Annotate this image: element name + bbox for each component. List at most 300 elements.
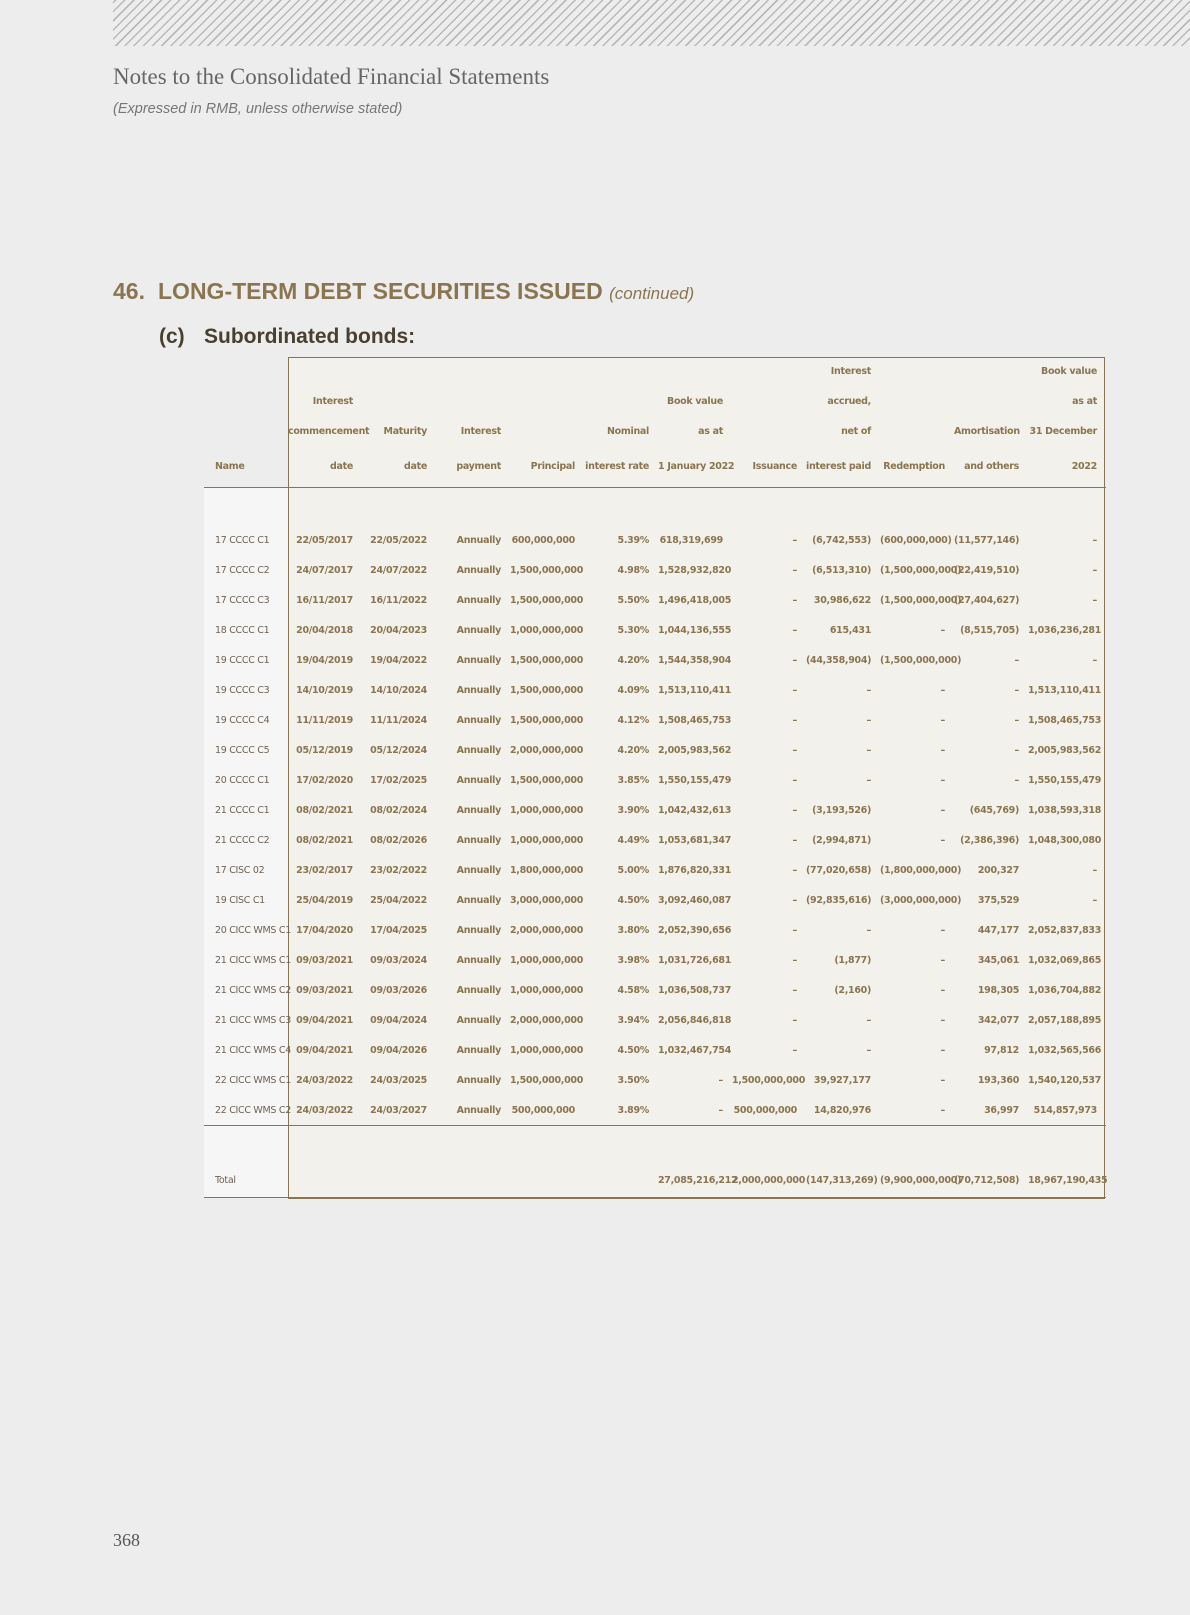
total-cell: (9,900,000,000) <box>880 1175 962 1186</box>
table-row <box>204 585 1106 615</box>
table-cell: 39,927,177 <box>813 1074 871 1086</box>
table-cell: 2,056,846,818 <box>658 1014 732 1026</box>
table-cell: 1,544,358,904 <box>658 654 732 666</box>
table-cell: 1,000,000,000 <box>510 624 584 636</box>
table-cell: 5.50% <box>617 594 649 606</box>
table-cell: 2,005,983,562 <box>658 744 732 756</box>
table-cell: (2,160) <box>834 984 871 996</box>
table-cell: – <box>866 774 871 786</box>
table-cell: 1,000,000,000 <box>510 1044 584 1056</box>
table-header-cell: Nominal <box>607 426 649 437</box>
table-cell: 09/03/2026 <box>370 984 427 996</box>
table-header-cell <box>436 357 510 387</box>
table-header-cell: payment <box>456 461 501 472</box>
table-cell: 1,042,432,613 <box>658 804 732 816</box>
table-cell: 345,061 <box>977 954 1019 966</box>
table-cell: Annually <box>456 1104 501 1116</box>
table-header-cell <box>584 387 658 417</box>
table-cell: – <box>866 744 871 756</box>
table-cell: 3.89% <box>617 1104 649 1116</box>
table-cell: 22/05/2022 <box>370 534 427 546</box>
table-cell: 24/03/2022 <box>296 1104 353 1116</box>
table-cell: (77,020,658) <box>806 864 872 876</box>
table-cell: 500,000,000 <box>733 1104 797 1116</box>
table-cell: 1,032,467,754 <box>658 1044 732 1056</box>
spacer-cell <box>954 1125 1028 1165</box>
table-cell: – <box>792 684 797 696</box>
table-cell: – <box>792 924 797 936</box>
total-cell <box>436 1165 510 1196</box>
bond-name-cell: 17 CISC 02 <box>215 864 265 876</box>
table-cell: 16/11/2017 <box>296 594 353 606</box>
table-cell: 23/02/2022 <box>370 864 427 876</box>
table-cell: 1,500,000,000 <box>510 714 584 726</box>
table-cell: 09/03/2021 <box>296 954 353 966</box>
table-cell: – <box>940 744 945 756</box>
table-cell: 4.12% <box>617 714 649 726</box>
table-cell: – <box>1014 744 1019 756</box>
table-cell: 514,857,973 <box>1033 1104 1097 1116</box>
table-cell: – <box>1014 774 1019 786</box>
subsection-title: Subordinated bonds: <box>204 325 416 348</box>
table-cell: – <box>792 984 797 996</box>
table-cell: 3.50% <box>617 1074 649 1086</box>
table-cell: 14,820,976 <box>813 1104 871 1116</box>
table-cell: Annually <box>456 654 501 666</box>
table-cell: (2,386,396) <box>960 834 1019 846</box>
table-header-cell: 2022 <box>1071 461 1097 472</box>
table-header-cell <box>204 417 288 447</box>
document-title: Notes to the Consolidated Financial Statements <box>113 64 550 89</box>
table-cell: 20/04/2018 <box>296 624 353 636</box>
subordinated-bonds-table-area <box>204 357 1106 1198</box>
table-cell: – <box>940 624 945 636</box>
table-cell: 17/02/2020 <box>296 774 353 786</box>
table-cell: (44,358,904) <box>806 654 872 666</box>
table-cell: (1,500,000,000) <box>880 594 962 606</box>
table-header-cell: 1 January 2022 <box>658 461 735 472</box>
table-cell: 1,550,155,479 <box>658 774 732 786</box>
table-cell: – <box>940 714 945 726</box>
table-header-cell: Interest <box>460 426 501 437</box>
bond-name-cell: 20 CICC WMS C1 <box>215 924 291 936</box>
table-cell: Annually <box>456 714 501 726</box>
table-cell: 1,000,000,000 <box>510 834 584 846</box>
table-cell: 2,000,000,000 <box>510 744 584 756</box>
table-header-cell: and others <box>964 461 1019 472</box>
table-cell: 1,000,000,000 <box>510 804 584 816</box>
total-cell: 2,000,000,000 <box>732 1175 806 1186</box>
table-cell: (27,404,627) <box>954 594 1020 606</box>
table-cell: 4.20% <box>617 654 649 666</box>
section-number: 46. <box>113 278 145 304</box>
table-cell: – <box>792 744 797 756</box>
total-cell <box>288 1165 362 1196</box>
table-cell: – <box>940 804 945 816</box>
table-cell: 09/04/2021 <box>296 1014 353 1026</box>
spacer-cell <box>288 487 362 525</box>
table-cell: (1,500,000,000) <box>880 564 962 576</box>
table-cell: 1,036,508,737 <box>658 984 732 996</box>
table-header-cell <box>732 357 806 387</box>
table-cell: (11,577,146) <box>954 534 1020 546</box>
table-row <box>204 795 1106 825</box>
bottom-rule <box>204 1197 1106 1198</box>
spacer-cell <box>880 487 954 525</box>
table-row <box>204 525 1106 555</box>
table-cell: 1,036,704,882 <box>1028 984 1102 996</box>
table-cell: 1,500,000,000 <box>510 774 584 786</box>
spacer-cell <box>732 487 806 525</box>
table-cell: – <box>940 984 945 996</box>
table-cell: 193,360 <box>977 1074 1019 1086</box>
table-cell: 05/12/2024 <box>370 744 427 756</box>
table-cell: – <box>792 864 797 876</box>
table-header-cell: accrued, <box>827 396 871 407</box>
table-cell: – <box>940 684 945 696</box>
table-cell: Annually <box>456 594 501 606</box>
table-cell: 4.20% <box>617 744 649 756</box>
total-cell: 18,967,190,435 <box>1028 1175 1108 1186</box>
table-cell: – <box>792 774 797 786</box>
table-row <box>204 915 1106 945</box>
table-header-row <box>204 447 1106 487</box>
table-header-cell: interest paid <box>806 461 872 472</box>
table-cell: Annually <box>456 774 501 786</box>
table-cell: (2,994,871) <box>812 834 871 846</box>
table-cell: 1,513,110,411 <box>658 684 732 696</box>
section-continued: (continued) <box>609 284 695 303</box>
table-cell: 24/03/2027 <box>370 1104 427 1116</box>
table-cell: Annually <box>456 804 501 816</box>
table-header-row <box>204 417 1106 447</box>
table-cell: 14/10/2019 <box>296 684 353 696</box>
table-cell: 1,036,236,281 <box>1028 624 1102 636</box>
table-cell: – <box>1014 654 1019 666</box>
table-cell: 4.50% <box>617 894 649 906</box>
table-cell: 1,038,593,318 <box>1028 804 1102 816</box>
table-cell: (3,193,526) <box>812 804 871 816</box>
table-cell: 25/04/2019 <box>296 894 353 906</box>
table-cell: 1,500,000,000 <box>732 1074 806 1086</box>
table-cell: – <box>792 654 797 666</box>
table-cell: 2,052,837,833 <box>1028 924 1102 936</box>
table-cell: (1,877) <box>834 954 871 966</box>
table-header-cell: net of <box>841 426 871 437</box>
spacer-cell <box>510 487 584 525</box>
spacer-cell <box>288 1125 362 1165</box>
table-cell: – <box>940 774 945 786</box>
subsection-letter: (c) <box>159 325 185 348</box>
table-cell: 08/02/2026 <box>370 834 427 846</box>
table-cell: 1,032,069,865 <box>1028 954 1102 966</box>
table-cell: Annually <box>456 1074 501 1086</box>
table-cell: – <box>792 534 797 546</box>
table-cell: – <box>792 954 797 966</box>
table-cell: 2,057,188,895 <box>1028 1014 1102 1026</box>
table-cell: 19/04/2022 <box>370 654 427 666</box>
spacer-cell <box>584 487 658 525</box>
table-spacer-row <box>204 1125 1106 1165</box>
table-cell: 1,000,000,000 <box>510 984 584 996</box>
table-cell: 1,032,565,566 <box>1028 1044 1102 1056</box>
spacer-cell <box>658 1125 732 1165</box>
table-cell: 16/11/2022 <box>370 594 427 606</box>
table-cell: 342,077 <box>977 1014 1019 1026</box>
table-cell: 09/03/2021 <box>296 984 353 996</box>
table-cell: 1,508,465,753 <box>1028 714 1102 726</box>
table-cell: 2,000,000,000 <box>510 1014 584 1026</box>
spacer-cell <box>436 1125 510 1165</box>
table-row <box>204 975 1106 1005</box>
table-cell: (92,835,616) <box>806 894 872 906</box>
table-row <box>204 675 1106 705</box>
table-cell: 36,997 <box>984 1104 1019 1116</box>
table-cell: 4.58% <box>617 984 649 996</box>
table-cell: 500,000,000 <box>511 1104 575 1116</box>
table-cell: Annually <box>456 744 501 756</box>
table-cell: 20/04/2023 <box>370 624 427 636</box>
table-row <box>204 765 1106 795</box>
table-cell: 1,500,000,000 <box>510 684 584 696</box>
table-cell: (600,000,000) <box>880 534 952 546</box>
table-cell: 17/04/2020 <box>296 924 353 936</box>
table-cell: 3.80% <box>617 924 649 936</box>
table-cell: 3.90% <box>617 804 649 816</box>
table-row <box>204 645 1106 675</box>
total-cell: 27,085,216,212 <box>658 1175 738 1186</box>
bond-name-cell: 17 CCCC C1 <box>215 534 270 546</box>
table-header-cell <box>436 387 510 417</box>
table-row <box>204 615 1106 645</box>
table-cell: – <box>792 594 797 606</box>
table-cell: 1,540,120,537 <box>1028 1074 1102 1086</box>
table-cell: – <box>1092 894 1097 906</box>
subsection-heading <box>159 325 415 349</box>
bond-name-cell: 17 CCCC C3 <box>215 594 270 606</box>
table-cell: 2,000,000,000 <box>510 924 584 936</box>
table-cell: – <box>792 714 797 726</box>
table-cell: – <box>792 564 797 576</box>
table-header-cell: Maturity <box>383 426 427 437</box>
table-cell: Annually <box>456 534 501 546</box>
bond-name-cell: 22 CICC WMS C1 <box>215 1074 291 1086</box>
spacer-cell <box>584 1125 658 1165</box>
table-cell: (1,500,000,000) <box>880 654 962 666</box>
table-header-cell <box>510 417 584 447</box>
table-cell: – <box>940 1074 945 1086</box>
table-cell: 1,044,136,555 <box>658 624 732 636</box>
table-cell: (1,800,000,000) <box>880 864 962 876</box>
table-row <box>204 705 1106 735</box>
table-cell: Annually <box>456 894 501 906</box>
table-cell: 447,177 <box>977 924 1019 936</box>
table-row <box>204 1035 1106 1065</box>
table-cell: 23/02/2017 <box>296 864 353 876</box>
table-cell: 3,092,460,087 <box>658 894 732 906</box>
spacer-cell <box>204 1125 288 1165</box>
document-subtitle: (Expressed in RMB, unless otherwise stated) <box>113 101 403 117</box>
table-cell: Annually <box>456 984 501 996</box>
table-header-cell: Name <box>215 461 245 472</box>
table-cell: 1,048,300,080 <box>1028 834 1102 846</box>
table-cell: 4.98% <box>617 564 649 576</box>
table-cell: 2,052,390,656 <box>658 924 732 936</box>
total-cell: (147,313,269) <box>806 1175 878 1186</box>
table-header-cell: date <box>404 461 427 472</box>
table-cell: – <box>792 894 797 906</box>
bond-name-cell: 21 CCCC C1 <box>215 804 270 816</box>
table-cell: – <box>718 1074 723 1086</box>
table-row <box>204 885 1106 915</box>
table-cell: 1,053,681,347 <box>658 834 732 846</box>
table-cell: 17/02/2025 <box>370 774 427 786</box>
table-header-cell <box>954 387 1028 417</box>
table-cell: – <box>1092 864 1097 876</box>
table-cell: – <box>1092 594 1097 606</box>
bond-name-cell: 21 CICC WMS C2 <box>215 984 291 996</box>
table-cell: (22,419,510) <box>954 564 1020 576</box>
table-cell: 600,000,000 <box>511 534 575 546</box>
table-cell: – <box>866 684 871 696</box>
table-header-cell <box>732 387 806 417</box>
table-cell: – <box>866 924 871 936</box>
table-cell: – <box>792 804 797 816</box>
table-cell: (645,769) <box>969 804 1019 816</box>
table-cell: 09/04/2026 <box>370 1044 427 1056</box>
table-cell: – <box>940 924 945 936</box>
table-cell: 4.50% <box>617 1044 649 1056</box>
table-header-cell <box>204 387 288 417</box>
spacer-cell <box>806 1125 880 1165</box>
bond-name-cell: 21 CICC WMS C1 <box>215 954 291 966</box>
bond-name-cell: 19 CISC C1 <box>215 894 265 906</box>
table-cell: 4.09% <box>617 684 649 696</box>
table-cell: 4.49% <box>617 834 649 846</box>
bond-name-cell: 19 CCCC C5 <box>215 744 270 756</box>
table-header-cell <box>880 387 954 417</box>
table-cell: 5.39% <box>617 534 649 546</box>
table-cell: 2,005,983,562 <box>1028 744 1102 756</box>
table-cell: 1,500,000,000 <box>510 594 584 606</box>
table-header-cell: as at <box>1072 396 1097 407</box>
table-cell: – <box>1014 714 1019 726</box>
table-cell: (3,000,000,000) <box>880 894 962 906</box>
table-cell: 30,986,622 <box>813 594 871 606</box>
spacer-cell <box>880 1125 954 1165</box>
table-cell: 1,031,726,681 <box>658 954 732 966</box>
table-cell: Annually <box>456 1044 501 1056</box>
table-cell: 3.85% <box>617 774 649 786</box>
table-header-cell <box>880 357 954 387</box>
table-cell: 08/02/2021 <box>296 834 353 846</box>
spacer-cell <box>732 1125 806 1165</box>
bond-name-cell: 22 CICC WMS C2 <box>215 1104 291 1116</box>
table-cell: (6,742,553) <box>812 534 871 546</box>
table-header-cell: Issuance <box>752 461 797 472</box>
spacer-cell <box>806 487 880 525</box>
table-cell: – <box>718 1104 723 1116</box>
bond-name-cell: 21 CCCC C2 <box>215 834 270 846</box>
total-cell <box>584 1165 658 1196</box>
table-header-cell: Amortisation <box>954 426 1020 437</box>
table-cell: 14/10/2024 <box>370 684 427 696</box>
table-cell: 618,319,699 <box>659 534 723 546</box>
table-header-cell: interest rate <box>585 461 649 472</box>
table-row <box>204 1095 1106 1125</box>
total-cell: (70,712,508) <box>954 1175 1020 1186</box>
table-row <box>204 1065 1106 1095</box>
subordinated-bonds-table <box>204 357 1106 1196</box>
table-cell: 5.30% <box>617 624 649 636</box>
table-cell: – <box>940 954 945 966</box>
table-cell: 198,305 <box>977 984 1019 996</box>
table-spacer-row <box>204 487 1106 525</box>
table-cell: 375,529 <box>977 894 1019 906</box>
table-header-cell: Book value <box>1041 366 1097 377</box>
table-header-cell: as at <box>698 426 723 437</box>
table-row <box>204 555 1106 585</box>
table-header-cell <box>732 417 806 447</box>
table-cell: 08/02/2024 <box>370 804 427 816</box>
page-number: 368 <box>113 1530 140 1550</box>
table-header-cell: Book value <box>667 396 723 407</box>
table-header-cell <box>510 357 584 387</box>
table-cell: – <box>1092 564 1097 576</box>
table-cell: 1,500,000,000 <box>510 1074 584 1086</box>
table-cell: 24/03/2025 <box>370 1074 427 1086</box>
table-cell: – <box>792 834 797 846</box>
table-cell: 1,513,110,411 <box>1028 684 1102 696</box>
total-row <box>204 1165 1106 1196</box>
table-cell: 24/07/2022 <box>370 564 427 576</box>
table-header-cell <box>288 357 362 387</box>
table-header-cell: Interest <box>830 366 871 377</box>
table-cell: 3.94% <box>617 1014 649 1026</box>
table-cell: 08/02/2021 <box>296 804 353 816</box>
table-cell: – <box>940 834 945 846</box>
table-cell: 19/04/2019 <box>296 654 353 666</box>
table-cell: 25/04/2022 <box>370 894 427 906</box>
table-cell: 200,327 <box>977 864 1019 876</box>
table-cell: 1,500,000,000 <box>510 654 584 666</box>
table-cell: 24/07/2017 <box>296 564 353 576</box>
spacer-cell <box>658 487 732 525</box>
table-cell: 1,550,155,479 <box>1028 774 1102 786</box>
table-cell: – <box>940 1044 945 1056</box>
table-row <box>204 735 1106 765</box>
table-cell: 1,528,932,820 <box>658 564 732 576</box>
spacer-cell <box>954 487 1028 525</box>
table-cell: 97,812 <box>984 1044 1019 1056</box>
total-cell <box>362 1165 436 1196</box>
section-title: LONG-TERM DEBT SECURITIES ISSUED <box>158 278 603 304</box>
table-cell: – <box>792 1014 797 1026</box>
table-cell: 17/04/2025 <box>370 924 427 936</box>
table-cell: 3.98% <box>617 954 649 966</box>
total-cell <box>510 1165 584 1196</box>
section-heading <box>113 278 694 305</box>
header-hatch-band <box>113 0 1190 46</box>
spacer-cell <box>362 487 436 525</box>
table-cell: 5.00% <box>617 864 649 876</box>
table-header-row <box>204 357 1106 387</box>
table-cell: Annually <box>456 624 501 636</box>
table-cell: – <box>1092 534 1097 546</box>
table-cell: – <box>1014 684 1019 696</box>
table-header-cell <box>584 357 658 387</box>
table-cell: 11/11/2019 <box>296 714 353 726</box>
